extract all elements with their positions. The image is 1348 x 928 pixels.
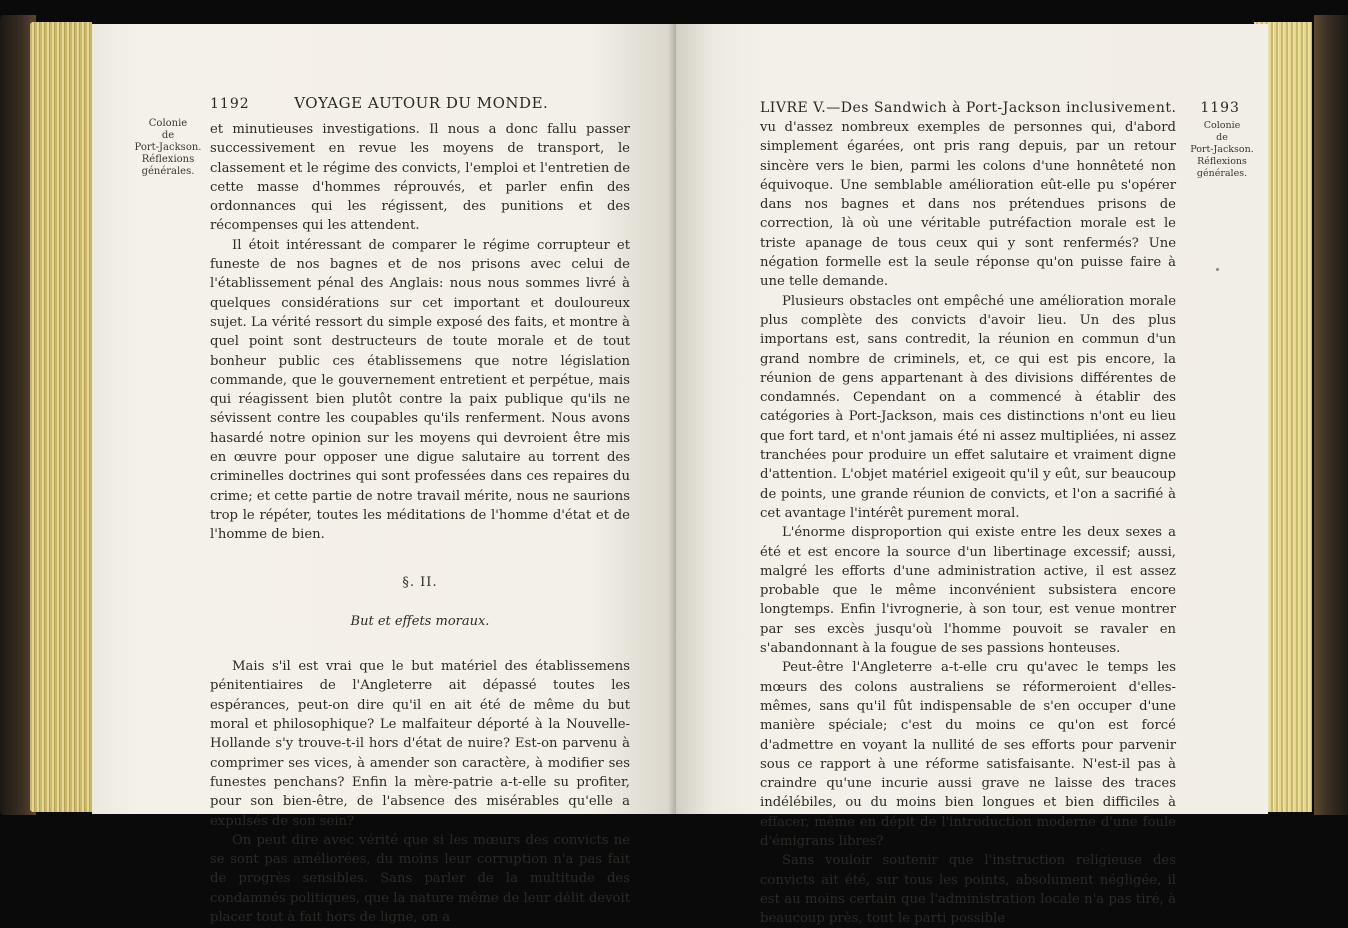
paragraph: On peut dire avec vérité que si les mœurs des convicts ne se sont pas améliorées, du moins leur corruption n'a pas fait de progrès sensibles. Sans parler de la multitude des condamnés politiques, que la nature même de leur délit devoit placer tout à fait hors de ligne, on a bbox=[210, 832, 630, 925]
sidenote-line: Port-Jackson. bbox=[1190, 144, 1254, 155]
left-sidenote bbox=[128, 118, 208, 178]
paper-speck bbox=[1216, 268, 1219, 271]
sidenote-line: Réflexions bbox=[141, 154, 195, 165]
right-header-title: LIVRE V.—Des Sandwich à Port-Jackson inclusivement. bbox=[760, 100, 1177, 116]
sidenote-line: générales. bbox=[141, 166, 195, 177]
sidenote-line: générales. bbox=[1196, 168, 1248, 179]
right-body-text bbox=[760, 118, 1176, 928]
section-title: But et effets moraux. bbox=[350, 613, 490, 629]
sidenote-line: de bbox=[1216, 132, 1228, 143]
sidenote-line: Port-Jackson. bbox=[134, 142, 202, 153]
right-page-number: 1193 bbox=[1200, 100, 1240, 116]
paragraph: Plusieurs obstacles ont empêché une amélioration morale plus complète des convicts d'avoir lieu. Un des plus importans est, sans contredit, la réunion en commun d'un grand nombre de criminels, et, ce qui est pis encore, la réunion de gens appartenant à des divisions différentes de condamnés. Cependant on a commencé à établir des catégories à Port-Jackson, mais ces distinctions n'ont eu lieu que fort tard, et n'ont jamais été ni assez multipliées, ni assez tranchées pour produire un effet salutaire et vraiment digne d'attention. L'objet matériel exigeoit qu'il y eût, sur beaucoup de points, une grande réunion de convicts, et l'on a sacrifié à cet avantage l'intérêt purement moral. bbox=[760, 293, 1176, 521]
sidenote-line: de bbox=[161, 130, 175, 141]
paragraph: Mais s'il est vrai que le but matériel des établissemens pénitentiaires de l'Angleterre ait dépassé toutes les espérances, peut-on dire qu'il en ait été de même du but moral et philosophique? Le malfaiteur déporté à la Nouvelle-Hollande s'y trouve-t-il hors d'état de nuire? Est-on parvenu à comprimer ses vices, à amender son caractère, à modifier ses funestes penchans? Enfin la mère-patrie a-t-elle su profiter, pour son bien-être, de l'absence des misérables qu'elle a expulsés de son sein? bbox=[210, 659, 630, 829]
paragraph: Peut-être l'Angleterre a-t-elle cru qu'avec le temps les mœurs des colons australiens se réformeroient d'elles-mêmes, sans qu'il fût indispensable de s'en occuper d'une manière spéciale; c'est du moins ce qu'on est forcé d'admettre en voyant la nullité de ses efforts pour parvenir sous ce rapport à une réforme satisfaisante. N'est-il pas à craindre qu'une incurie aussi grave ne laisse des traces indélébiles, ou du moins bien longues et bien difficiles à effacer, même en dépit de l'introduction moderne d'une foule d'émigrans libres? bbox=[760, 660, 1176, 849]
page-edges-left bbox=[30, 22, 92, 812]
left-page-number: 1192 bbox=[210, 96, 250, 112]
paragraph: Sans vouloir soutenir que l'instruction religieuse des convicts ait été, sur tous les points, absolument négligée, il est au moins certain que l'administration locale n'a pas tiré, à beaucoup près, tout le parti possible bbox=[760, 853, 1176, 927]
right-sidenote bbox=[1184, 120, 1260, 180]
sidenote-line: Colonie bbox=[1203, 120, 1241, 131]
sidenote-line: Réflexions bbox=[1197, 156, 1247, 167]
left-page bbox=[92, 24, 676, 925]
paragraph: vu d'assez nombreux exemples de personnes qui, d'abord simplement égarées, ont pris rang depuis, par un retour sincère vers le bien, parmi les colons d'une honnêteté non équivoque. Une semblable amélioration eût-elle pu s'opérer dans nos bagnes et dans nos prétendues prisons de correction, là où une véritable putréfaction morale est le triste apanage de tous ceux qui y sont renfermés? Une négation formelle est la seule réponse qu'on puisse faire à une telle demande. bbox=[760, 120, 1176, 290]
paragraph: L'énorme disproportion qui existe entre les deux sexes a été et est encore la source d'un libertinage excessif; aussi, malgré les efforts d'une administration active, il est assez probable que le même inconvénient subsistera encore longtemps. Enfin l'ivrognerie, à son tour, est venue montrer par ses excès jusqu'où l'homme pouvoit se ravaler en s'abandonnant à la fougue de ses passions honteuses. bbox=[760, 525, 1176, 657]
right-running-head bbox=[760, 100, 1240, 116]
left-running-head bbox=[210, 94, 548, 112]
left-body-text bbox=[210, 120, 630, 927]
right-page bbox=[676, 24, 1268, 927]
left-header-title: VOYAGE AUTOUR DU MONDE. bbox=[294, 94, 549, 112]
book-cover-right bbox=[1314, 15, 1348, 815]
section-heading: §. II. bbox=[402, 574, 438, 590]
paragraph: et minutieuses investigations. Il nous a donc fallu passer successivement en revue les moyens de transport, le classement et le régime des convicts, l'emploi et l'entretien de cette masse d'hommes réprouvés, et parler enfin des ordonnances qui les régissent, des punitions et des récompenses qui les attendent. bbox=[210, 122, 630, 234]
paragraph: Il étoit intéressant de comparer le régime corrupteur et funeste de nos bagnes et de nos prisons avec celui de l'établissement pénal des Anglais: nous nous sommes livré à quelques considérations sur cet important et douloureux sujet. La vérité ressort du simple exposé des faits, et montre à quel point sont destructeurs de toute morale et de tout bonheur public ces établissemens que notre législation commande, que le gouvernement entretient et perpétue, mais qui réagissent bien plutôt contre la paix publique qu'ils ne sévissent contre les coupables qu'ils renferment. Nous avons hasardé notre opinion sur les moyens qui devroient être mis en œuvre pour opposer une digue salutaire au torrent des criminelles doctrines qui sont professées dans ces repaires du crime; et cette partie de notre travail mérite, nous ne saurions trop le répéter, toutes les méditations de l'homme d'état et de l'homme de bien. bbox=[210, 237, 630, 543]
sidenote-line: Colonie bbox=[148, 118, 188, 129]
